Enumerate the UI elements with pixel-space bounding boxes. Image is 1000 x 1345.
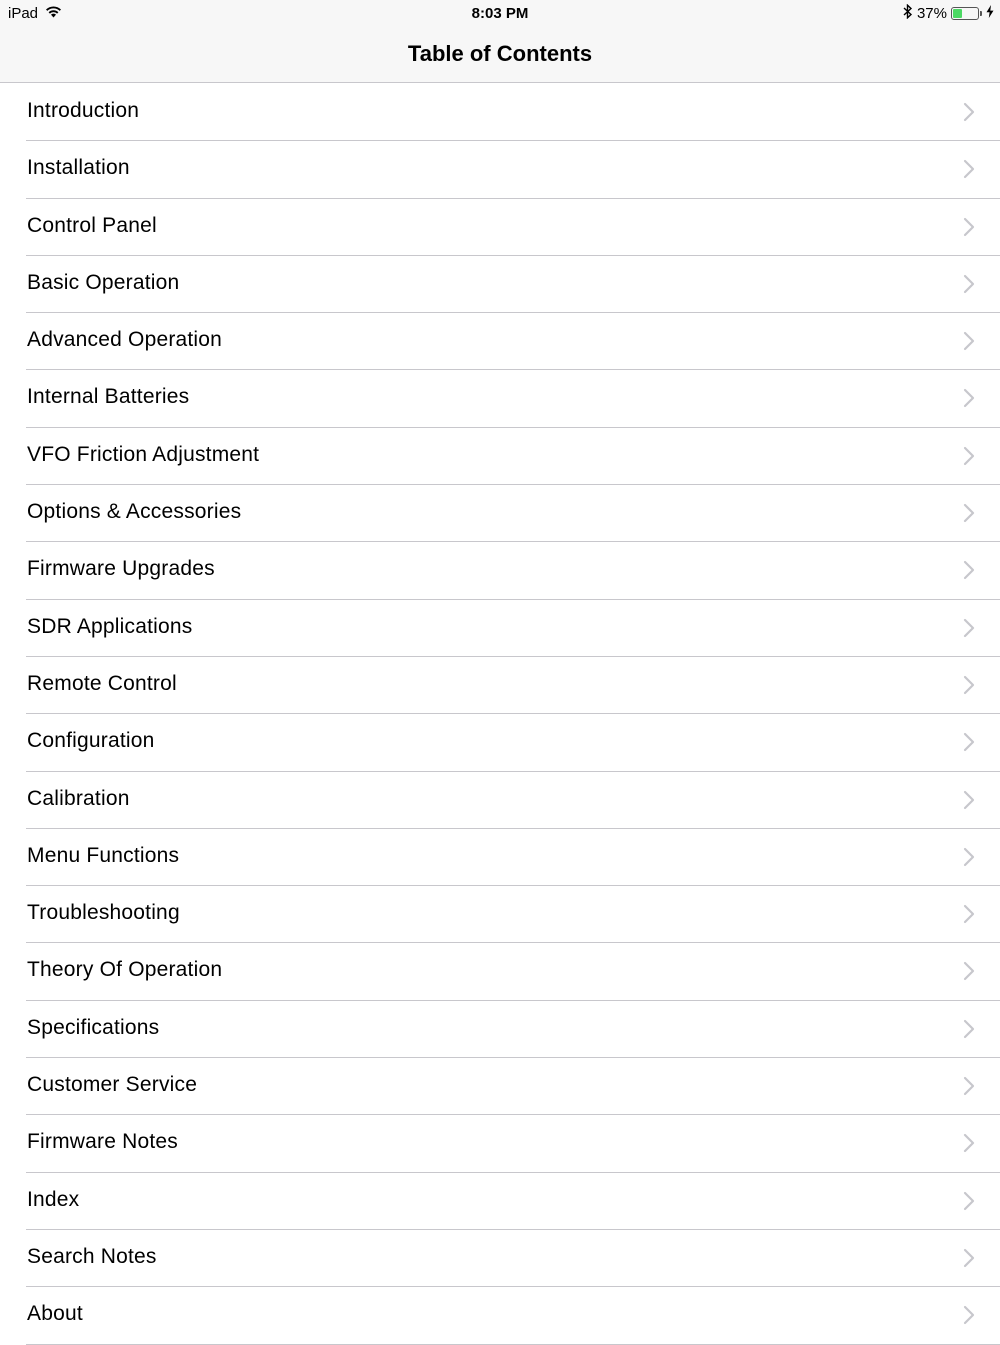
bluetooth-icon	[903, 4, 913, 23]
chevron-right-icon	[962, 731, 976, 753]
chevron-right-icon	[962, 846, 976, 868]
navigation-bar	[0, 28, 1000, 83]
toc-item[interactable]	[0, 1230, 1000, 1287]
toc-item-label: About	[27, 1302, 83, 1326]
page-title: Table of Contents	[407, 41, 593, 66]
toc-item[interactable]	[0, 772, 1000, 829]
chevron-right-icon	[962, 330, 976, 352]
toc-item[interactable]	[0, 370, 1000, 427]
chevron-right-icon	[962, 1247, 976, 1269]
toc-item-label: Firmware Upgrades	[27, 557, 215, 581]
toc-item-label: Control Panel	[27, 213, 157, 237]
chevron-right-icon	[962, 1075, 976, 1097]
toc-item-label: Calibration	[27, 786, 130, 810]
toc-item[interactable]	[0, 943, 1000, 1000]
toc-item[interactable]	[0, 1173, 1000, 1230]
chevron-right-icon	[962, 1132, 976, 1154]
toc-item-label: SDR Applications	[27, 614, 193, 638]
chevron-right-icon	[962, 674, 976, 696]
device-name: iPad	[8, 5, 39, 22]
battery-percent: 37%	[916, 5, 947, 22]
chevron-right-icon	[962, 216, 976, 238]
chevron-right-icon	[962, 789, 976, 811]
toc-item-label: Configuration	[27, 729, 155, 753]
chevron-right-icon	[962, 1018, 976, 1040]
chevron-right-icon	[962, 617, 976, 639]
toc-item[interactable]	[0, 600, 1000, 657]
toc-item-label: Internal Batteries	[27, 385, 190, 409]
toc-item[interactable]	[0, 542, 1000, 599]
toc-item[interactable]	[0, 1001, 1000, 1058]
toc-item[interactable]	[0, 313, 1000, 370]
toc-item[interactable]	[0, 428, 1000, 485]
toc-item[interactable]	[0, 886, 1000, 943]
status-bar	[0, 0, 1000, 28]
chevron-right-icon	[962, 1304, 976, 1326]
chevron-right-icon	[962, 960, 976, 982]
chevron-right-icon	[962, 101, 976, 123]
chevron-right-icon	[962, 903, 976, 925]
toc-item[interactable]	[0, 829, 1000, 886]
toc-item[interactable]	[0, 714, 1000, 771]
toc-item-label: VFO Friction Adjustment	[27, 442, 260, 466]
toc-item[interactable]	[0, 84, 1000, 141]
status-time: 8:03 PM	[471, 5, 529, 22]
status-right	[903, 4, 994, 23]
toc-list	[0, 84, 1000, 1345]
toc-item-label: Troubleshooting	[27, 901, 180, 925]
toc-item[interactable]	[0, 657, 1000, 714]
toc-item[interactable]	[0, 141, 1000, 198]
toc-item-label: Remote Control	[27, 671, 177, 695]
toc-item[interactable]	[0, 1115, 1000, 1172]
toc-item-label: Firmware Notes	[27, 1130, 178, 1154]
toc-item[interactable]	[0, 485, 1000, 542]
battery-fill	[953, 9, 962, 18]
toc-item[interactable]	[0, 256, 1000, 313]
charging-icon	[986, 5, 994, 22]
chevron-right-icon	[962, 445, 976, 467]
toc-item-label: Installation	[27, 156, 130, 180]
toc-item-label: Basic Operation	[27, 270, 180, 294]
battery-icon	[951, 7, 979, 20]
toc-item[interactable]	[0, 1058, 1000, 1115]
toc-item-label: Customer Service	[27, 1073, 198, 1097]
battery-cap	[980, 11, 982, 16]
chevron-right-icon	[962, 1190, 976, 1212]
toc-item-label: Options & Accessories	[27, 500, 242, 524]
chevron-right-icon	[962, 387, 976, 409]
toc-item[interactable]	[0, 1287, 1000, 1344]
toc-item[interactable]	[0, 199, 1000, 256]
chevron-right-icon	[962, 273, 976, 295]
chevron-right-icon	[962, 158, 976, 180]
toc-item-label: Advanced Operation	[27, 328, 223, 352]
chevron-right-icon	[962, 502, 976, 524]
toc-item-label: Search Notes	[27, 1244, 157, 1268]
toc-item-label: Introduction	[27, 99, 140, 122]
toc-item-label: Specifications	[27, 1015, 160, 1039]
toc-item-label: Menu Functions	[27, 843, 180, 867]
chevron-right-icon	[962, 559, 976, 581]
toc-item-label: Theory Of Operation	[27, 958, 223, 982]
toc-item-label: Index	[27, 1187, 80, 1211]
